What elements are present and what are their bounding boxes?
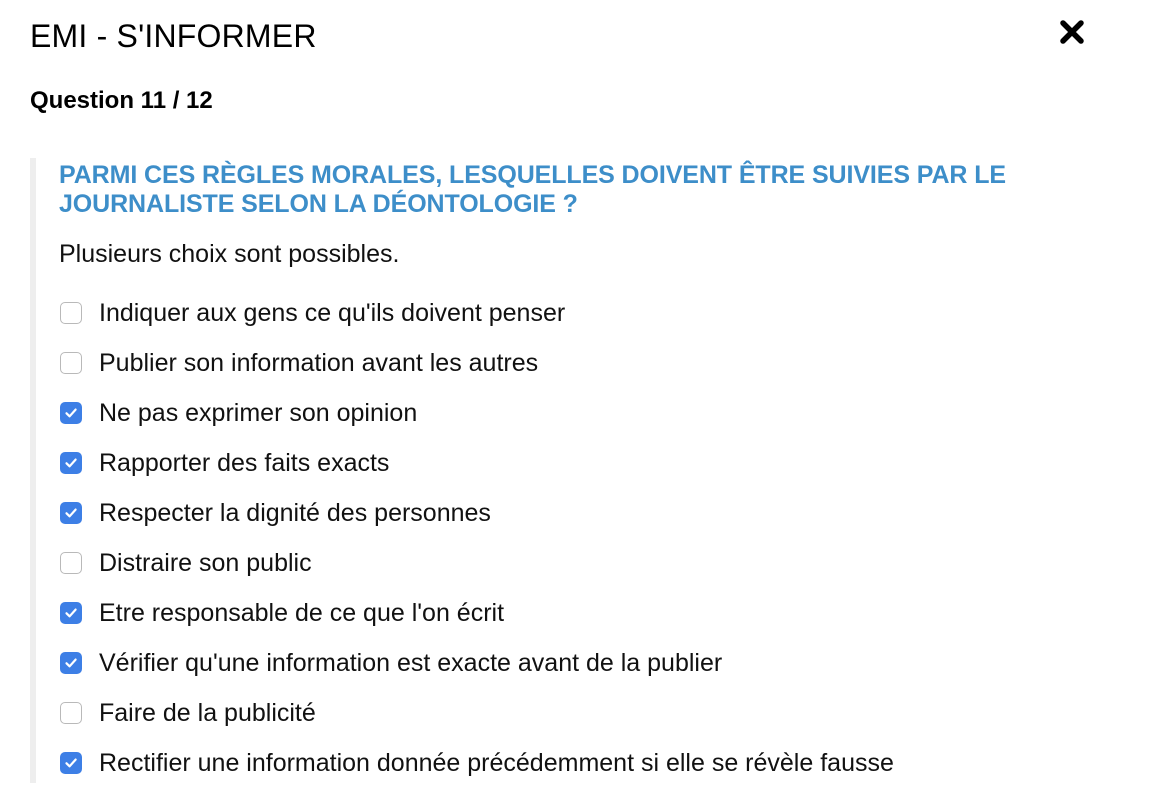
answer-option-label: Rectifier une information donnée précédemment si elle se révèle fausse	[99, 748, 894, 777]
checkmark-icon	[64, 506, 78, 520]
answer-checkbox[interactable]	[60, 752, 82, 774]
question-counter: Question 11 / 12	[30, 87, 213, 114]
quiz-title: EMI - S'INFORMER	[30, 18, 317, 54]
answer-option[interactable]	[60, 338, 894, 388]
question-text: PARMI CES RÈGLES MORALES, LESQUELLES DOIVENT ÊTRE SUIVIES PAR LE JOURNALISTE SELON LA DÉONTOLOGIE ?	[59, 161, 1006, 218]
answer-checkbox[interactable]	[60, 452, 82, 474]
answer-checkbox[interactable]	[60, 602, 82, 624]
answer-checkbox[interactable]	[60, 352, 82, 374]
checkmark-icon	[64, 456, 78, 470]
answer-option[interactable]	[60, 638, 894, 688]
answer-option[interactable]	[60, 588, 894, 638]
close-button[interactable]	[1056, 16, 1088, 48]
checkmark-icon	[64, 656, 78, 670]
answer-option-label: Distraire son public	[99, 548, 312, 577]
answer-options-list	[60, 288, 894, 788]
checkmark-icon	[64, 406, 78, 420]
answer-option-label: Respecter la dignité des personnes	[99, 498, 491, 527]
answer-option-label: Indiquer aux gens ce qu'ils doivent penser	[99, 298, 566, 327]
answer-option[interactable]	[60, 488, 894, 538]
answer-checkbox[interactable]	[60, 702, 82, 724]
answer-option[interactable]	[60, 438, 894, 488]
answer-option-label: Faire de la publicité	[99, 698, 316, 727]
close-icon	[1056, 16, 1088, 48]
answer-checkbox[interactable]	[60, 652, 82, 674]
question-hint: Plusieurs choix sont possibles.	[59, 240, 400, 268]
answer-checkbox[interactable]	[60, 302, 82, 324]
answer-checkbox[interactable]	[60, 402, 82, 424]
answer-option-label: Rapporter des faits exacts	[99, 448, 390, 477]
answer-checkbox[interactable]	[60, 552, 82, 574]
answer-option[interactable]	[60, 688, 894, 738]
question-panel	[30, 158, 1130, 783]
answer-option[interactable]	[60, 388, 894, 438]
answer-option[interactable]	[60, 538, 894, 588]
checkmark-icon	[64, 756, 78, 770]
answer-checkbox[interactable]	[60, 502, 82, 524]
answer-option-label: Vérifier qu'une information est exacte avant de la publier	[99, 648, 723, 677]
answer-option-label: Ne pas exprimer son opinion	[99, 398, 418, 427]
answer-option[interactable]	[60, 738, 894, 788]
answer-option[interactable]	[60, 288, 894, 338]
checkmark-icon	[64, 606, 78, 620]
answer-option-label: Publier son information avant les autres	[99, 348, 539, 377]
answer-option-label: Etre responsable de ce que l'on écrit	[99, 598, 505, 627]
